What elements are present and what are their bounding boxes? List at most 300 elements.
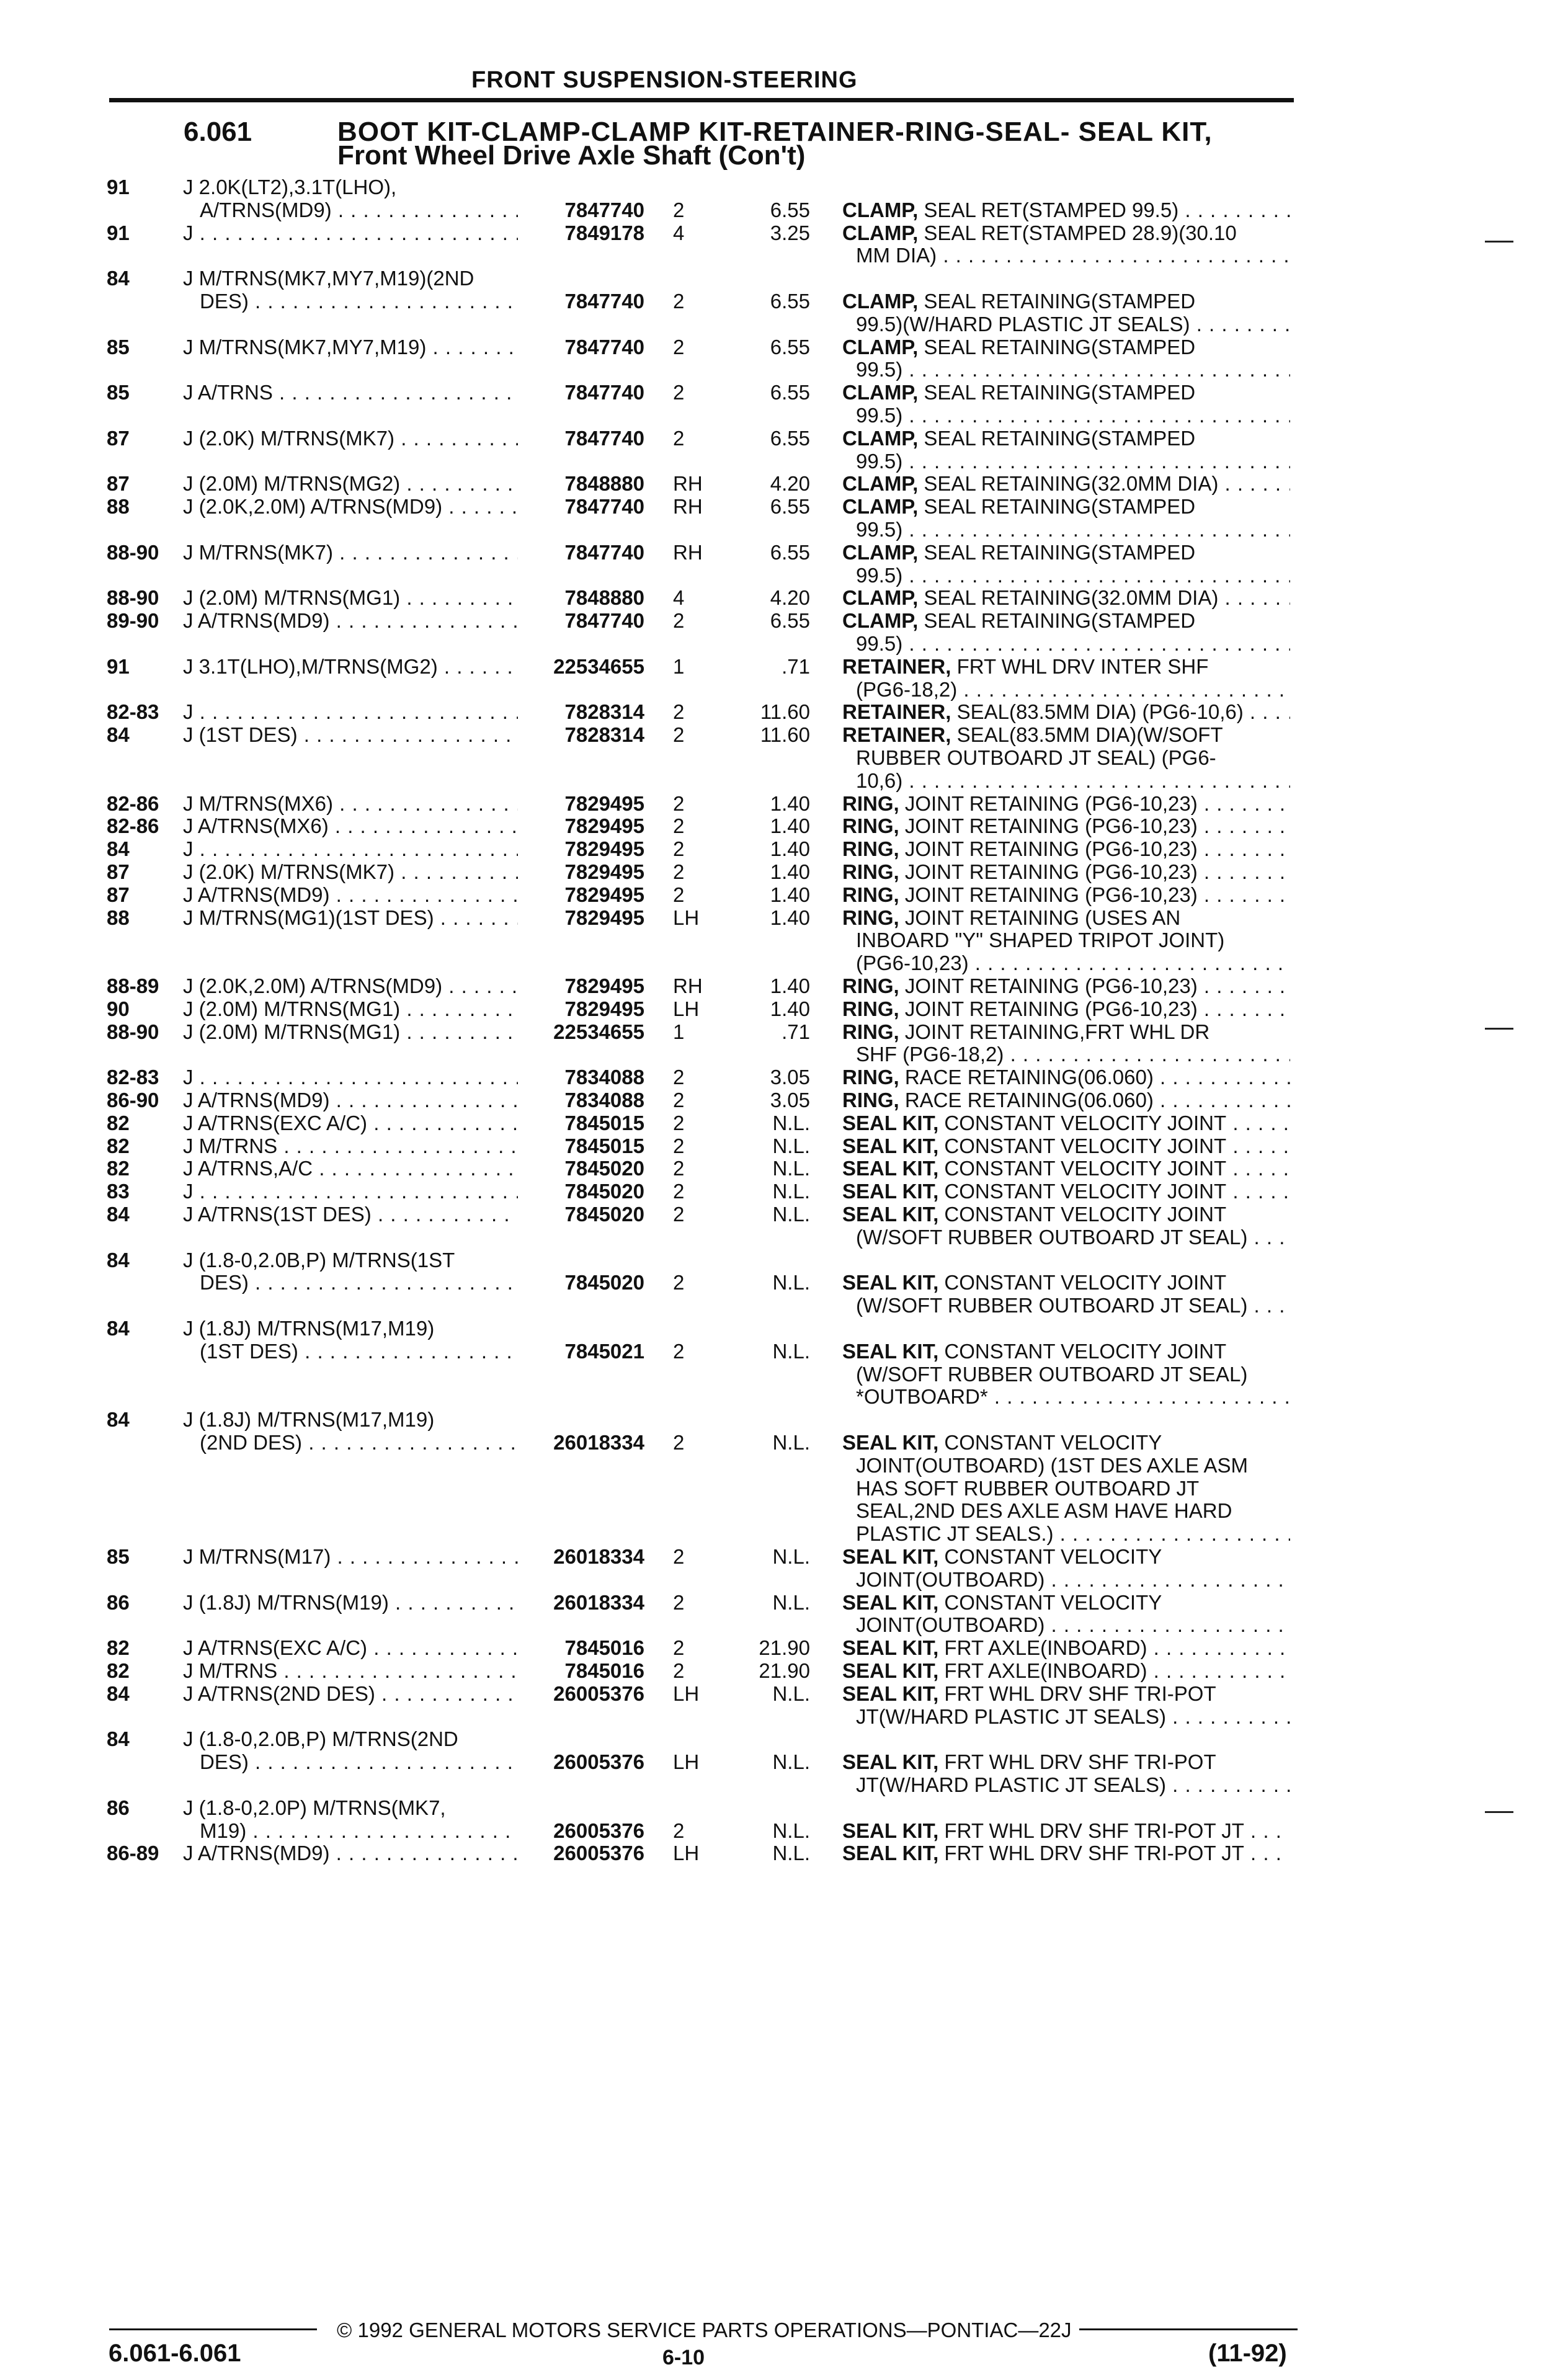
description: SEAL KIT, CONSTANT VELOCITY JOINT: [842, 1203, 1227, 1226]
part-number: 7829495: [564, 974, 644, 997]
ref-number: 82: [107, 1157, 130, 1180]
description-keyword: CLAMP,: [842, 381, 919, 404]
description-keyword: RETAINER,: [842, 700, 951, 724]
price: 1.40: [770, 860, 810, 883]
price: 1.40: [770, 906, 810, 929]
description-keyword: RING,: [842, 1020, 899, 1043]
description: CLAMP, SEAL RETAINING(32.0MM DIA) . . .: [842, 586, 1290, 609]
price: 3.25: [770, 221, 810, 244]
description: RUBBER OUTBOARD JT SEAL) (PG6-: [856, 746, 1216, 769]
part-number: 22534655: [553, 1020, 644, 1043]
price: 1.40: [770, 791, 810, 815]
part-number: 7847740: [564, 609, 644, 633]
application: J . . .: [183, 837, 518, 860]
quantity: 2: [673, 609, 685, 633]
ref-number: 91: [107, 221, 130, 244]
ref-number: 82: [107, 1636, 130, 1660]
part-number: 7845016: [564, 1659, 644, 1682]
description: SEAL KIT, CONSTANT VELOCITY JOINT . . .: [842, 1180, 1290, 1203]
part-number: 7847740: [564, 198, 644, 221]
quantity: 2: [673, 1545, 685, 1568]
description: CLAMP, SEAL RET(STAMPED 99.5) . . .: [842, 198, 1290, 221]
price: N.L.: [772, 1842, 810, 1865]
description-keyword: CLAMP,: [842, 472, 919, 496]
application: J (1.8-0,2.0B,P) M/TRNS(2ND: [183, 1727, 458, 1751]
quantity: 2: [673, 1819, 685, 1842]
part-number: 26018334: [553, 1545, 644, 1568]
part-number: 7847740: [564, 381, 644, 404]
ref-number: 83: [107, 1180, 130, 1203]
part-number: 7847740: [564, 540, 644, 564]
description-keyword: RING,: [842, 860, 899, 883]
description-keyword: SEAL KIT,: [842, 1545, 939, 1568]
description-keyword: RING,: [842, 906, 899, 929]
part-number: 7829495: [564, 883, 644, 906]
part-number: 7845021: [564, 1339, 644, 1363]
description-keyword: RING,: [842, 997, 899, 1020]
part-number: 26005376: [553, 1819, 644, 1842]
quantity: 2: [673, 290, 685, 313]
part-number: 7829495: [564, 837, 644, 861]
application: J M/TRNS(MK7,MY7,M19)(2ND: [183, 267, 474, 290]
quantity: 2: [673, 700, 685, 724]
description: 99.5) . . .: [856, 632, 1290, 655]
quantity: 2: [673, 1157, 685, 1180]
description: RETAINER, SEAL(83.5MM DIA) (PG6-10,6) . . .: [842, 700, 1290, 723]
section-number: 6.061: [184, 117, 252, 147]
quantity: 2: [673, 1066, 685, 1089]
description-keyword: SEAL KIT,: [842, 1180, 939, 1203]
application: J A/TRNS(MD9) . . .: [183, 883, 518, 906]
price: .71: [782, 654, 810, 678]
price: N.L.: [772, 1111, 810, 1134]
description: SEAL KIT, FRT WHL DRV SHF TRI-POT: [842, 1682, 1216, 1705]
price: N.L.: [772, 1134, 810, 1157]
description: JOINT(OUTBOARD) . . .: [856, 1568, 1290, 1591]
application: J A/TRNS(MX6) . . .: [183, 814, 518, 837]
description: 99.5) . . .: [856, 358, 1290, 381]
quantity: 2: [673, 860, 685, 883]
description-keyword: CLAMP,: [842, 586, 919, 610]
application: J (1.8J) M/TRNS(M17,M19): [183, 1317, 435, 1340]
quantity: 2: [673, 791, 685, 815]
price: N.L.: [772, 1545, 810, 1568]
description-keyword: RING,: [842, 883, 899, 906]
application: J . . .: [183, 1180, 518, 1203]
application: J M/TRNS(MK7,MY7,M19) . . .: [183, 336, 518, 359]
description: SEAL KIT, CONSTANT VELOCITY: [842, 1545, 1162, 1568]
description-keyword: SEAL KIT,: [842, 1203, 939, 1226]
price: 11.60: [760, 700, 810, 724]
price: 6.55: [770, 335, 810, 359]
quantity: 1: [673, 654, 685, 678]
description-keyword: SEAL KIT,: [842, 1819, 939, 1842]
description-keyword: SEAL KIT,: [842, 1134, 939, 1157]
quantity: 2: [673, 1089, 685, 1111]
price: 1.40: [770, 814, 810, 838]
description-keyword: CLAMP,: [842, 198, 919, 221]
part-number: 7847740: [564, 290, 644, 313]
description: HAS SOFT RUBBER OUTBOARD JT: [856, 1476, 1200, 1500]
ref-number: 86-90: [107, 1089, 159, 1111]
quantity: RH: [673, 472, 703, 496]
application: J (1ST DES) . . .: [183, 723, 518, 746]
ref-number: 84: [107, 267, 130, 290]
ref-number: 91: [107, 176, 130, 198]
description: RETAINER, SEAL(83.5MM DIA)(W/SOFT: [842, 723, 1223, 747]
application: J (2.0M) M/TRNS(MG1) . . .: [183, 586, 518, 609]
price: 6.55: [770, 495, 810, 519]
footer-date: (11-92): [1208, 2340, 1287, 2367]
quantity: 2: [673, 1659, 685, 1682]
application: J . . .: [183, 1066, 518, 1089]
quantity: 2: [673, 1180, 685, 1203]
description-keyword: CLAMP,: [842, 609, 919, 633]
description-keyword: RING,: [842, 974, 899, 997]
part-number: 7845016: [564, 1636, 644, 1660]
part-number: 26018334: [553, 1590, 644, 1614]
ref-number: 85: [107, 335, 130, 359]
description-keyword: CLAMP,: [842, 335, 919, 359]
ref-number: 85: [107, 381, 130, 404]
application: J (1.8-0,2.0B,P) M/TRNS(1ST: [183, 1248, 455, 1272]
part-number: 22534655: [553, 654, 644, 678]
part-number: 7845020: [564, 1203, 644, 1226]
price: 6.55: [770, 290, 810, 313]
description: CLAMP, SEAL RETAINING(32.0MM DIA) . . .: [842, 472, 1290, 495]
part-number: 7847740: [564, 495, 644, 519]
application: J A/TRNS(2ND DES) . . .: [183, 1682, 518, 1705]
description: RETAINER, FRT WHL DRV INTER SHF: [842, 654, 1209, 678]
quantity: 2: [673, 1339, 685, 1363]
price: .71: [782, 1020, 810, 1043]
ref-number: 84: [107, 1682, 130, 1705]
ref-number: 82-83: [107, 1066, 159, 1089]
price: N.L.: [772, 1203, 810, 1226]
description: SEAL KIT, CONSTANT VELOCITY JOINT: [842, 1271, 1227, 1294]
description-keyword: RING,: [842, 1089, 899, 1111]
description: JOINT(OUTBOARD) . . .: [856, 1613, 1290, 1636]
ref-number: 86: [107, 1590, 130, 1614]
quantity: RH: [673, 540, 703, 564]
description-keyword: CLAMP,: [842, 290, 919, 313]
description: CLAMP, SEAL RETAINING(STAMPED: [842, 426, 1196, 450]
quantity: 2: [673, 1111, 685, 1134]
description: SEAL KIT, CONSTANT VELOCITY JOINT . . .: [842, 1134, 1290, 1157]
application: J 3.1T(LHO),M/TRNS(MG2) . . .: [183, 655, 518, 678]
quantity: 4: [673, 586, 685, 610]
part-number: 7828314: [564, 700, 644, 724]
margin-tick: [1485, 1028, 1513, 1030]
ref-number: 84: [107, 1727, 130, 1751]
section-title: BOOT KIT-CLAMP-CLAMP KIT-RETAINER-RING-SEAL- SEAL KIT,: [337, 117, 1213, 147]
description: RING, RACE RETAINING(06.060) . . .: [842, 1066, 1290, 1089]
application: J A/TRNS(MD9) . . .: [183, 1089, 518, 1111]
description: SEAL KIT, FRT WHL DRV SHF TRI-POT JT . . .: [842, 1842, 1290, 1864]
ref-number: 88-90: [107, 1020, 159, 1043]
description-keyword: CLAMP,: [842, 495, 919, 519]
part-number: 7847740: [564, 426, 644, 450]
price: 3.05: [770, 1066, 810, 1089]
price: N.L.: [772, 1339, 810, 1363]
price: N.L.: [772, 1271, 810, 1294]
footer-rule-left: [109, 2328, 317, 2330]
ref-number: 84: [107, 1248, 130, 1272]
description: 99.5) . . .: [856, 518, 1290, 541]
description: SEAL KIT, FRT WHL DRV SHF TRI-POT JT . . .: [842, 1819, 1290, 1842]
description-keyword: SEAL KIT,: [842, 1431, 939, 1454]
application: J (1.8J) M/TRNS(M19) . . .: [183, 1591, 518, 1614]
description: CLAMP, SEAL RETAINING(STAMPED: [842, 609, 1196, 633]
price: N.L.: [772, 1180, 810, 1203]
application: J (2.0K,2.0M) A/TRNS(MD9) . . .: [183, 974, 518, 997]
description: JT(W/HARD PLASTIC JT SEALS) . . .: [856, 1705, 1290, 1728]
quantity: LH: [673, 1750, 700, 1774]
ref-number: 87: [107, 472, 130, 496]
quantity: 2: [673, 837, 685, 861]
description: RING, JOINT RETAINING (PG6-10,23) . . .: [842, 997, 1290, 1020]
footer-rule-right: [1079, 2328, 1298, 2330]
quantity: 2: [673, 883, 685, 906]
application: DES) . . .: [200, 1750, 518, 1773]
quantity: 2: [673, 1134, 685, 1157]
description: (W/SOFT RUBBER OUTBOARD JT SEAL) . . .: [856, 1294, 1290, 1317]
application: J (2.0M) M/TRNS(MG1) . . .: [183, 1020, 518, 1043]
part-number: 7845020: [564, 1180, 644, 1203]
part-number: 7848880: [564, 586, 644, 610]
quantity: LH: [673, 906, 700, 929]
part-number: 7845020: [564, 1271, 644, 1294]
part-number: 7829495: [564, 997, 644, 1020]
quantity: 4: [673, 221, 685, 244]
quantity: 2: [673, 381, 685, 404]
application: J M/TRNS . . .: [183, 1134, 518, 1157]
ref-number: 87: [107, 860, 130, 883]
application: J A/TRNS(MD9) . . .: [183, 1842, 518, 1864]
quantity: 2: [673, 1636, 685, 1660]
price: N.L.: [772, 1682, 810, 1705]
ref-number: 84: [107, 723, 130, 747]
application: J (1.8J) M/TRNS(M17,M19): [183, 1408, 435, 1432]
description: MM DIA) . . .: [856, 244, 1290, 267]
application: J (2.0M) M/TRNS(MG1) . . .: [183, 997, 518, 1020]
description: SHF (PG6-18,2) . . .: [856, 1043, 1290, 1066]
price: 21.90: [759, 1659, 810, 1682]
part-number: 7829495: [564, 814, 644, 838]
description: SEAL KIT, CONSTANT VELOCITY JOINT . . .: [842, 1157, 1290, 1180]
description: CLAMP, SEAL RETAINING(STAMPED: [842, 495, 1196, 519]
footer-page-number: 6-10: [662, 2346, 705, 2369]
description: PLASTIC JT SEALS.) . . .: [856, 1522, 1290, 1545]
description: RING, JOINT RETAINING (PG6-10,23) . . .: [842, 792, 1290, 815]
ref-number: 87: [107, 883, 130, 906]
description-keyword: SEAL KIT,: [842, 1111, 939, 1134]
part-number: 7845015: [564, 1134, 644, 1157]
price: 4.20: [770, 472, 810, 496]
description-keyword: SEAL KIT,: [842, 1157, 939, 1180]
application: J (2.0K,2.0M) A/TRNS(MD9) . . .: [183, 495, 518, 518]
description-keyword: RETAINER,: [842, 654, 951, 678]
ref-number: 82-86: [107, 791, 159, 815]
description: SEAL,2ND DES AXLE ASM HAVE HARD: [856, 1499, 1232, 1523]
quantity: 2: [673, 814, 685, 838]
quantity: 2: [673, 1590, 685, 1614]
application: A/TRNS(MD9) . . .: [200, 198, 518, 221]
description: SEAL KIT, CONSTANT VELOCITY: [842, 1590, 1162, 1614]
description-keyword: SEAL KIT,: [842, 1659, 939, 1682]
ref-number: 88-89: [107, 974, 159, 997]
part-number: 26018334: [553, 1431, 644, 1454]
price: 1.40: [770, 974, 810, 997]
description: JT(W/HARD PLASTIC JT SEALS) . . .: [856, 1773, 1290, 1796]
description: *OUTBOARD* . . .: [856, 1385, 1290, 1408]
description: SEAL KIT, CONSTANT VELOCITY JOINT . . .: [842, 1111, 1290, 1134]
part-number: 26005376: [553, 1842, 644, 1865]
application: J . . .: [183, 221, 518, 244]
description: RING, RACE RETAINING(06.060) . . .: [842, 1089, 1290, 1111]
ref-number: 82-83: [107, 700, 159, 724]
description: 10,6) . . .: [856, 769, 1290, 792]
description: RING, JOINT RETAINING (PG6-10,23) . . .: [842, 860, 1290, 883]
ref-number: 84: [107, 1317, 130, 1340]
application: J M/TRNS(MX6) . . .: [183, 792, 518, 815]
application: J 2.0K(LT2),3.1T(LHO),: [183, 176, 397, 198]
description: CLAMP, SEAL RETAINING(STAMPED: [842, 381, 1196, 404]
description: CLAMP, SEAL RETAINING(STAMPED: [842, 540, 1196, 564]
ref-number: 85: [107, 1545, 130, 1568]
application: J A/TRNS(EXC A/C) . . .: [183, 1111, 518, 1134]
price: N.L.: [772, 1157, 810, 1180]
part-number: 7834088: [564, 1089, 644, 1111]
part-number: 7829495: [564, 860, 644, 883]
application: J A/TRNS(MD9) . . .: [183, 609, 518, 632]
application: (2ND DES) . . .: [200, 1431, 518, 1454]
price: N.L.: [772, 1590, 810, 1614]
description-keyword: CLAMP,: [842, 540, 919, 564]
description: CLAMP, SEAL RETAINING(STAMPED: [842, 335, 1196, 359]
quantity: 2: [673, 335, 685, 359]
part-number: 7847740: [564, 335, 644, 359]
description: RING, JOINT RETAINING (PG6-10,23) . . .: [842, 837, 1290, 860]
price: N.L.: [772, 1750, 810, 1774]
ref-number: 90: [107, 997, 130, 1020]
description: CLAMP, SEAL RETAINING(STAMPED: [842, 290, 1196, 313]
application: J (1.8-0,2.0P) M/TRNS(MK7,: [183, 1796, 446, 1819]
ref-number: 88: [107, 495, 130, 519]
application: J M/TRNS(MG1)(1ST DES) . . .: [183, 906, 518, 929]
section-subtitle: Front Wheel Drive Axle Shaft (Con't): [337, 140, 806, 171]
application: J M/TRNS(M17) . . .: [183, 1545, 518, 1568]
page-header: FRONT SUSPENSION-STEERING: [471, 67, 858, 93]
part-number: 7845015: [564, 1111, 644, 1134]
ref-number: 84: [107, 837, 130, 861]
part-number: 7849178: [564, 221, 644, 244]
part-number: 7829495: [564, 791, 644, 815]
price: 1.40: [770, 883, 810, 906]
application: (1ST DES) . . .: [200, 1340, 518, 1363]
quantity: LH: [673, 1842, 700, 1865]
description-keyword: RING,: [842, 814, 899, 838]
quantity: RH: [673, 495, 703, 519]
description-keyword: RING,: [842, 791, 899, 815]
quantity: 2: [673, 1431, 685, 1454]
ref-number: 82: [107, 1111, 130, 1134]
part-number: 7834088: [564, 1066, 644, 1089]
description: (PG6-10,23) . . .: [856, 951, 1290, 974]
price: 4.20: [770, 586, 810, 610]
price: 11.60: [760, 723, 810, 747]
description: RING, JOINT RETAINING (PG6-10,23) . . .: [842, 883, 1290, 906]
part-number: 26005376: [553, 1750, 644, 1774]
description-keyword: SEAL KIT,: [842, 1590, 939, 1614]
description: RING, JOINT RETAINING,FRT WHL DR: [842, 1020, 1210, 1043]
description-keyword: SEAL KIT,: [842, 1339, 939, 1363]
description: 99.5)(W/HARD PLASTIC JT SEALS) . . .: [856, 313, 1290, 336]
footer-section-range: 6.061-6.061: [109, 2340, 241, 2367]
part-number: 7828314: [564, 723, 644, 747]
margin-tick: [1485, 241, 1513, 243]
application: J (2.0K) M/TRNS(MK7) . . .: [183, 860, 518, 883]
application: DES) . . .: [200, 290, 518, 313]
description: RING, JOINT RETAINING (PG6-10,23) . . .: [842, 974, 1290, 997]
price: 3.05: [770, 1089, 810, 1111]
description-keyword: SEAL KIT,: [842, 1842, 939, 1865]
price: 6.55: [770, 540, 810, 564]
ref-number: 86: [107, 1796, 130, 1819]
quantity: 2: [673, 198, 685, 221]
description: 99.5) . . .: [856, 450, 1290, 473]
application: M19) . . .: [200, 1819, 518, 1842]
ref-number: 82-86: [107, 814, 159, 838]
description: CLAMP, SEAL RET(STAMPED 28.9)(30.10: [842, 221, 1237, 244]
ref-number: 86-89: [107, 1842, 159, 1865]
ref-number: 84: [107, 1408, 130, 1432]
quantity: 2: [673, 1203, 685, 1226]
part-number: 26005376: [553, 1682, 644, 1705]
description-keyword: CLAMP,: [842, 426, 919, 450]
description: RING, JOINT RETAINING (USES AN: [842, 906, 1181, 929]
description: INBOARD "Y" SHAPED TRIPOT JOINT): [856, 929, 1225, 952]
application: J (2.0K) M/TRNS(MK7) . . .: [183, 427, 518, 450]
quantity: 2: [673, 426, 685, 450]
ref-number: 89-90: [107, 609, 159, 633]
application: J . . .: [183, 700, 518, 723]
description-keyword: SEAL KIT,: [842, 1750, 939, 1774]
description: 99.5) . . .: [856, 404, 1290, 427]
price: 1.40: [770, 997, 810, 1020]
quantity: 2: [673, 723, 685, 747]
description: (PG6-18,2) . . .: [856, 678, 1290, 701]
price: 1.40: [770, 837, 810, 861]
price: 6.55: [770, 198, 810, 221]
description: SEAL KIT, FRT AXLE(INBOARD) . . .: [842, 1659, 1290, 1682]
description: SEAL KIT, FRT WHL DRV SHF TRI-POT: [842, 1750, 1216, 1774]
description-keyword: RETAINER,: [842, 723, 951, 747]
application: J A/TRNS . . .: [183, 381, 518, 404]
margin-tick: [1485, 1811, 1513, 1813]
price: 6.55: [770, 381, 810, 404]
description-keyword: CLAMP,: [842, 221, 919, 244]
ref-number: 91: [107, 654, 130, 678]
ref-number: 87: [107, 426, 130, 450]
ref-number: 88: [107, 906, 130, 929]
description: SEAL KIT, FRT AXLE(INBOARD) . . .: [842, 1636, 1290, 1659]
quantity: LH: [673, 997, 700, 1020]
ref-number: 84: [107, 1203, 130, 1226]
description: (W/SOFT RUBBER OUTBOARD JT SEAL) . . .: [856, 1226, 1290, 1249]
application: J A/TRNS(1ST DES) . . .: [183, 1203, 518, 1226]
quantity: RH: [673, 974, 703, 997]
